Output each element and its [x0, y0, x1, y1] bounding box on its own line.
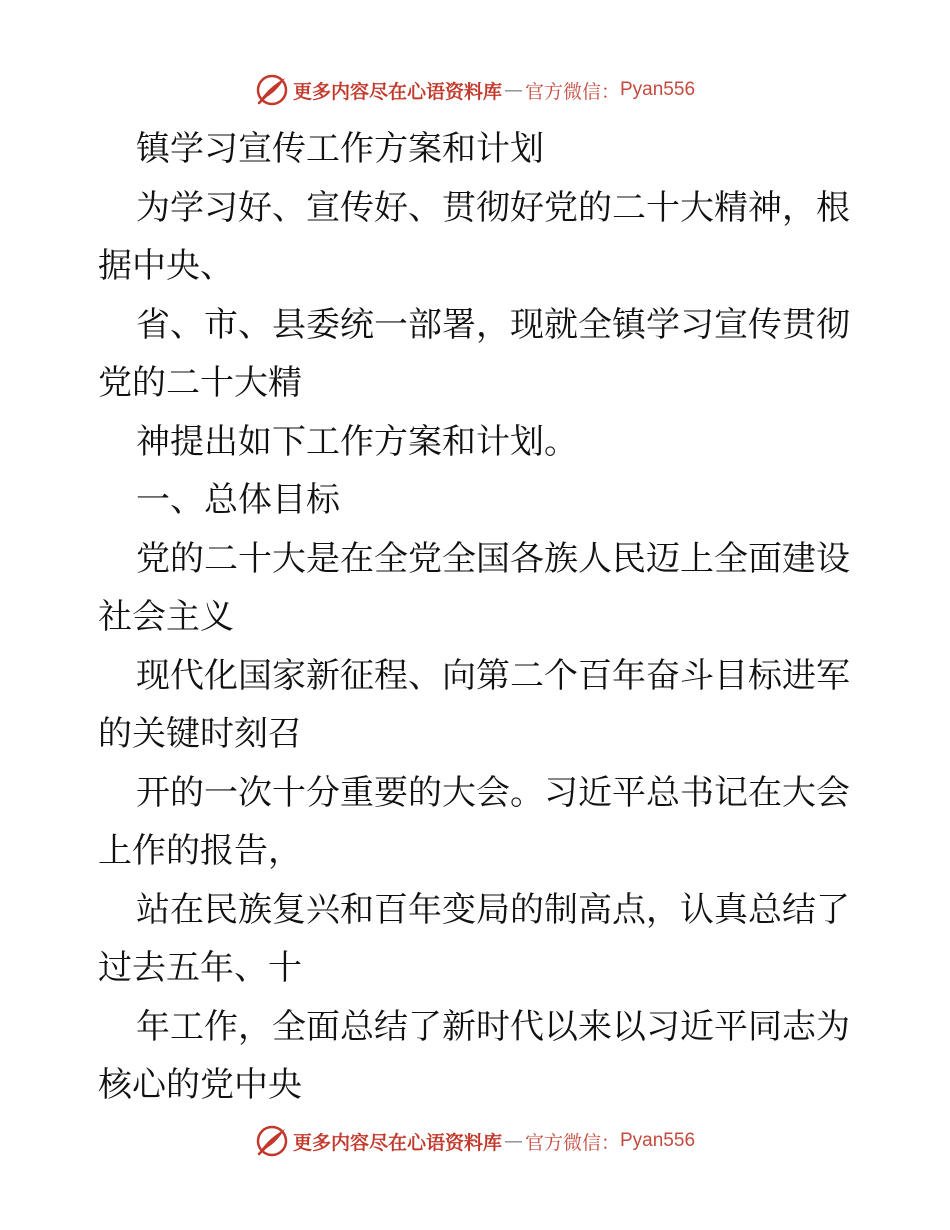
document-body	[98, 120, 858, 1115]
paragraph-line: 过去五年、十	[98, 948, 302, 988]
paragraph-line: 核心的党中央	[98, 1065, 302, 1105]
watermark-wechat-label: 官方微信：	[524, 80, 620, 103]
watermark-wechat-id: Pyan556	[620, 79, 696, 100]
paragraph-line: 社会主义	[98, 597, 234, 637]
paragraph-line: 党的二十大精	[98, 363, 302, 403]
footer-watermark	[0, 1121, 950, 1161]
paragraph-line: 为学习好、宣传好、贯彻好党的二十大精神，根	[136, 187, 850, 228]
watermark-wechat-id: Pyan556	[620, 1130, 696, 1151]
quill-logo-icon	[255, 73, 289, 107]
paragraph-line: 开的一次十分重要的大会。习近平总书记在大会	[136, 772, 850, 813]
watermark-site-text: 更多内容尽在心语资料库	[292, 1131, 502, 1154]
paragraph-line: 的关键时刻召	[98, 714, 302, 754]
header-watermark	[0, 70, 950, 110]
watermark-dash: —	[503, 79, 523, 101]
watermark-site-text: 更多内容尽在心语资料库	[292, 80, 502, 103]
paragraph-line: 上作的报告，	[98, 831, 302, 871]
section-heading: 一、总体目标	[136, 480, 340, 520]
paragraph-line: 据中央、	[98, 246, 234, 286]
paragraph-line: 神提出如下工作方案和计划。	[136, 421, 578, 462]
document-title: 镇学习宣传工作方案和计划	[136, 129, 544, 169]
watermark-wechat-label: 官方微信：	[524, 1131, 620, 1154]
paragraph-line: 现代化国家新征程、向第二个百年奋斗目标进军	[136, 655, 850, 696]
paragraph-line: 年工作，全面总结了新时代以来以习近平同志为	[136, 1006, 850, 1047]
watermark-dash: —	[503, 1130, 523, 1152]
paragraph-line: 省、市、县委统一部署，现就全镇学习宣传贯彻	[136, 304, 850, 345]
paragraph-line: 党的二十大是在全党全国各族人民迈上全面建设	[136, 538, 850, 579]
quill-logo-icon	[255, 1124, 289, 1158]
paragraph-line: 站在民族复兴和百年变局的制高点，认真总结了	[136, 889, 850, 930]
